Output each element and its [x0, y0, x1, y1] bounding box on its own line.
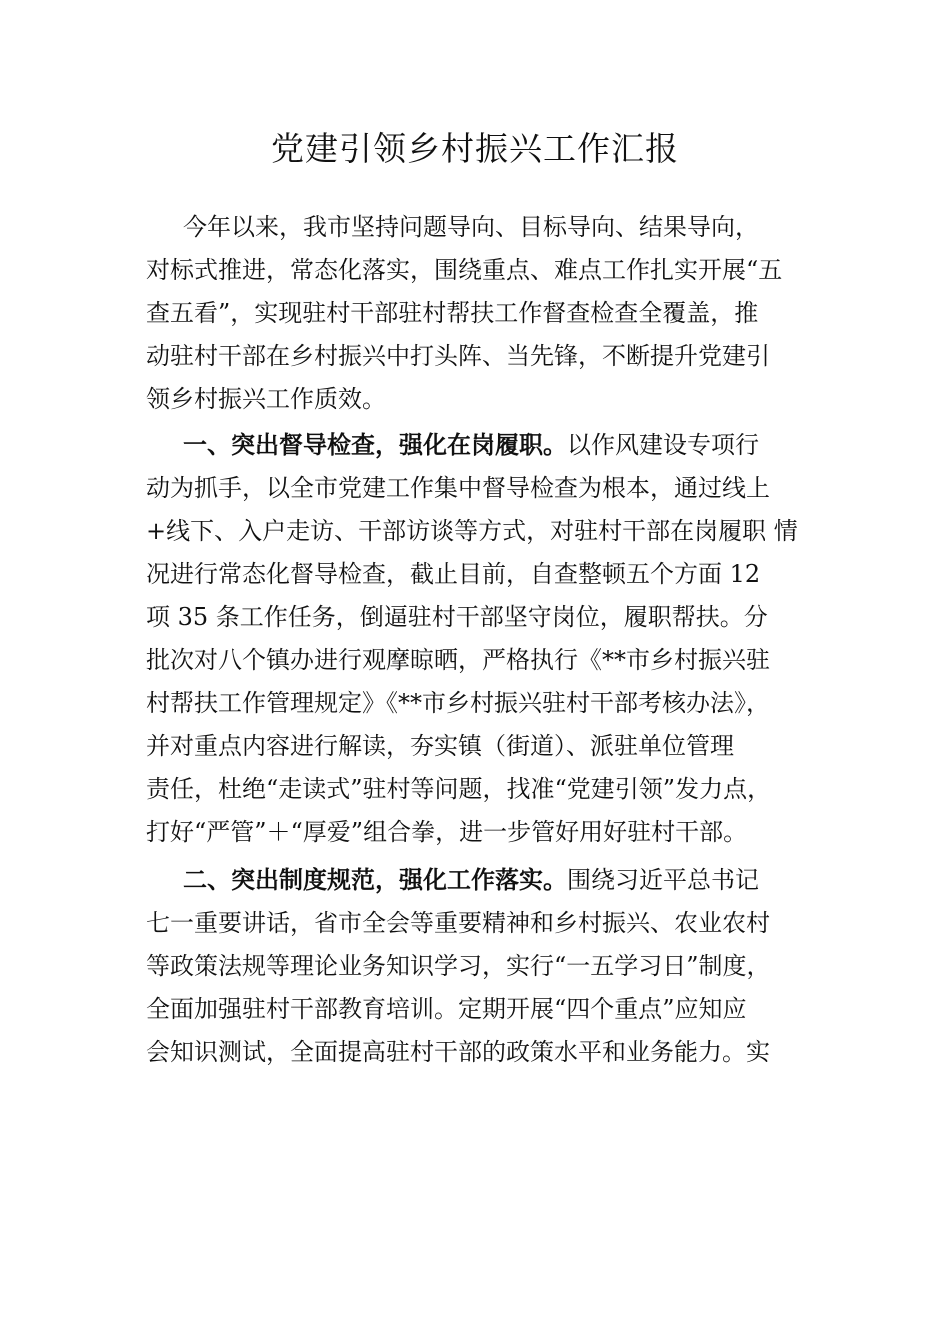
intro-line: 动驻村干部在乡村振兴中打头阵、当先锋，不断提升党建引 [146, 342, 770, 370]
section1-line: 况进行常态化督导检查，截止目前，自查整顿五个方面 12 [146, 560, 761, 588]
intro-line: 今年以来，我市坚持问题导向、目标导向、结果导向， [183, 213, 759, 241]
section2-line: 等政策法规等理论业务知识学习，实行“一五学习日”制度， [146, 952, 771, 980]
section1-line: +线下、入户走访、干部访谈等方式，对驻村干部在岗履职 情 [146, 517, 798, 545]
section1-line: 责任，杜绝“走读式”驻村等问题，找准“党建引领”发力点， [146, 775, 772, 803]
section1-line: 项 35 条工作任务，倒逼驻村干部坚守岗位，履职帮扶。分 [146, 603, 768, 631]
intro-line: 查五看”，实现驻村干部驻村帮扶工作督查检查全覆盖，推 [146, 299, 759, 327]
section1-first-line [183, 425, 759, 465]
section1-line: 动为抓手，以全市党建工作集中督导检查为根本，通过线上 [146, 474, 770, 502]
section1-lead-text: 以作风建设专项行 [567, 431, 759, 459]
section2-heading: 二、突出制度规范，强化工作落实。 [183, 866, 567, 894]
section1-line: 村帮扶工作管理规定》《**市乡村振兴驻村干部考核办法》， [146, 689, 770, 717]
section2-line: 七一重要讲话，省市全会等重要精神和乡村振兴、农业农村 [146, 909, 770, 937]
document-title: 党建引领乡村振兴工作汇报 [271, 129, 679, 168]
intro-line: 对标式推进，常态化落实，围绕重点、难点工作扎实开展“五 [146, 256, 783, 284]
section2-lead-text: 围绕习近平总书记 [567, 866, 759, 894]
section1-line: 批次对八个镇办进行观摩晾晒，严格执行《**市乡村振兴驻 [146, 646, 770, 674]
section1-line: 打好“严管”＋“厚爱”组合拳，进一步管好用好驻村干部。 [146, 818, 748, 846]
section2-line: 会知识测试，全面提高驻村干部的政策水平和业务能力。实 [146, 1038, 770, 1066]
section1-line: 并对重点内容进行解读，夯实镇（街道）、派驻单位管理 [146, 732, 734, 760]
intro-line: 领乡村振兴工作质效。 [146, 385, 386, 413]
section1-heading: 一、突出督导检查，强化在岗履职。 [183, 431, 567, 459]
section2-line: 全面加强驻村干部教育培训。定期开展“四个重点”应知应 [146, 995, 747, 1023]
section2-first-line [183, 860, 759, 900]
